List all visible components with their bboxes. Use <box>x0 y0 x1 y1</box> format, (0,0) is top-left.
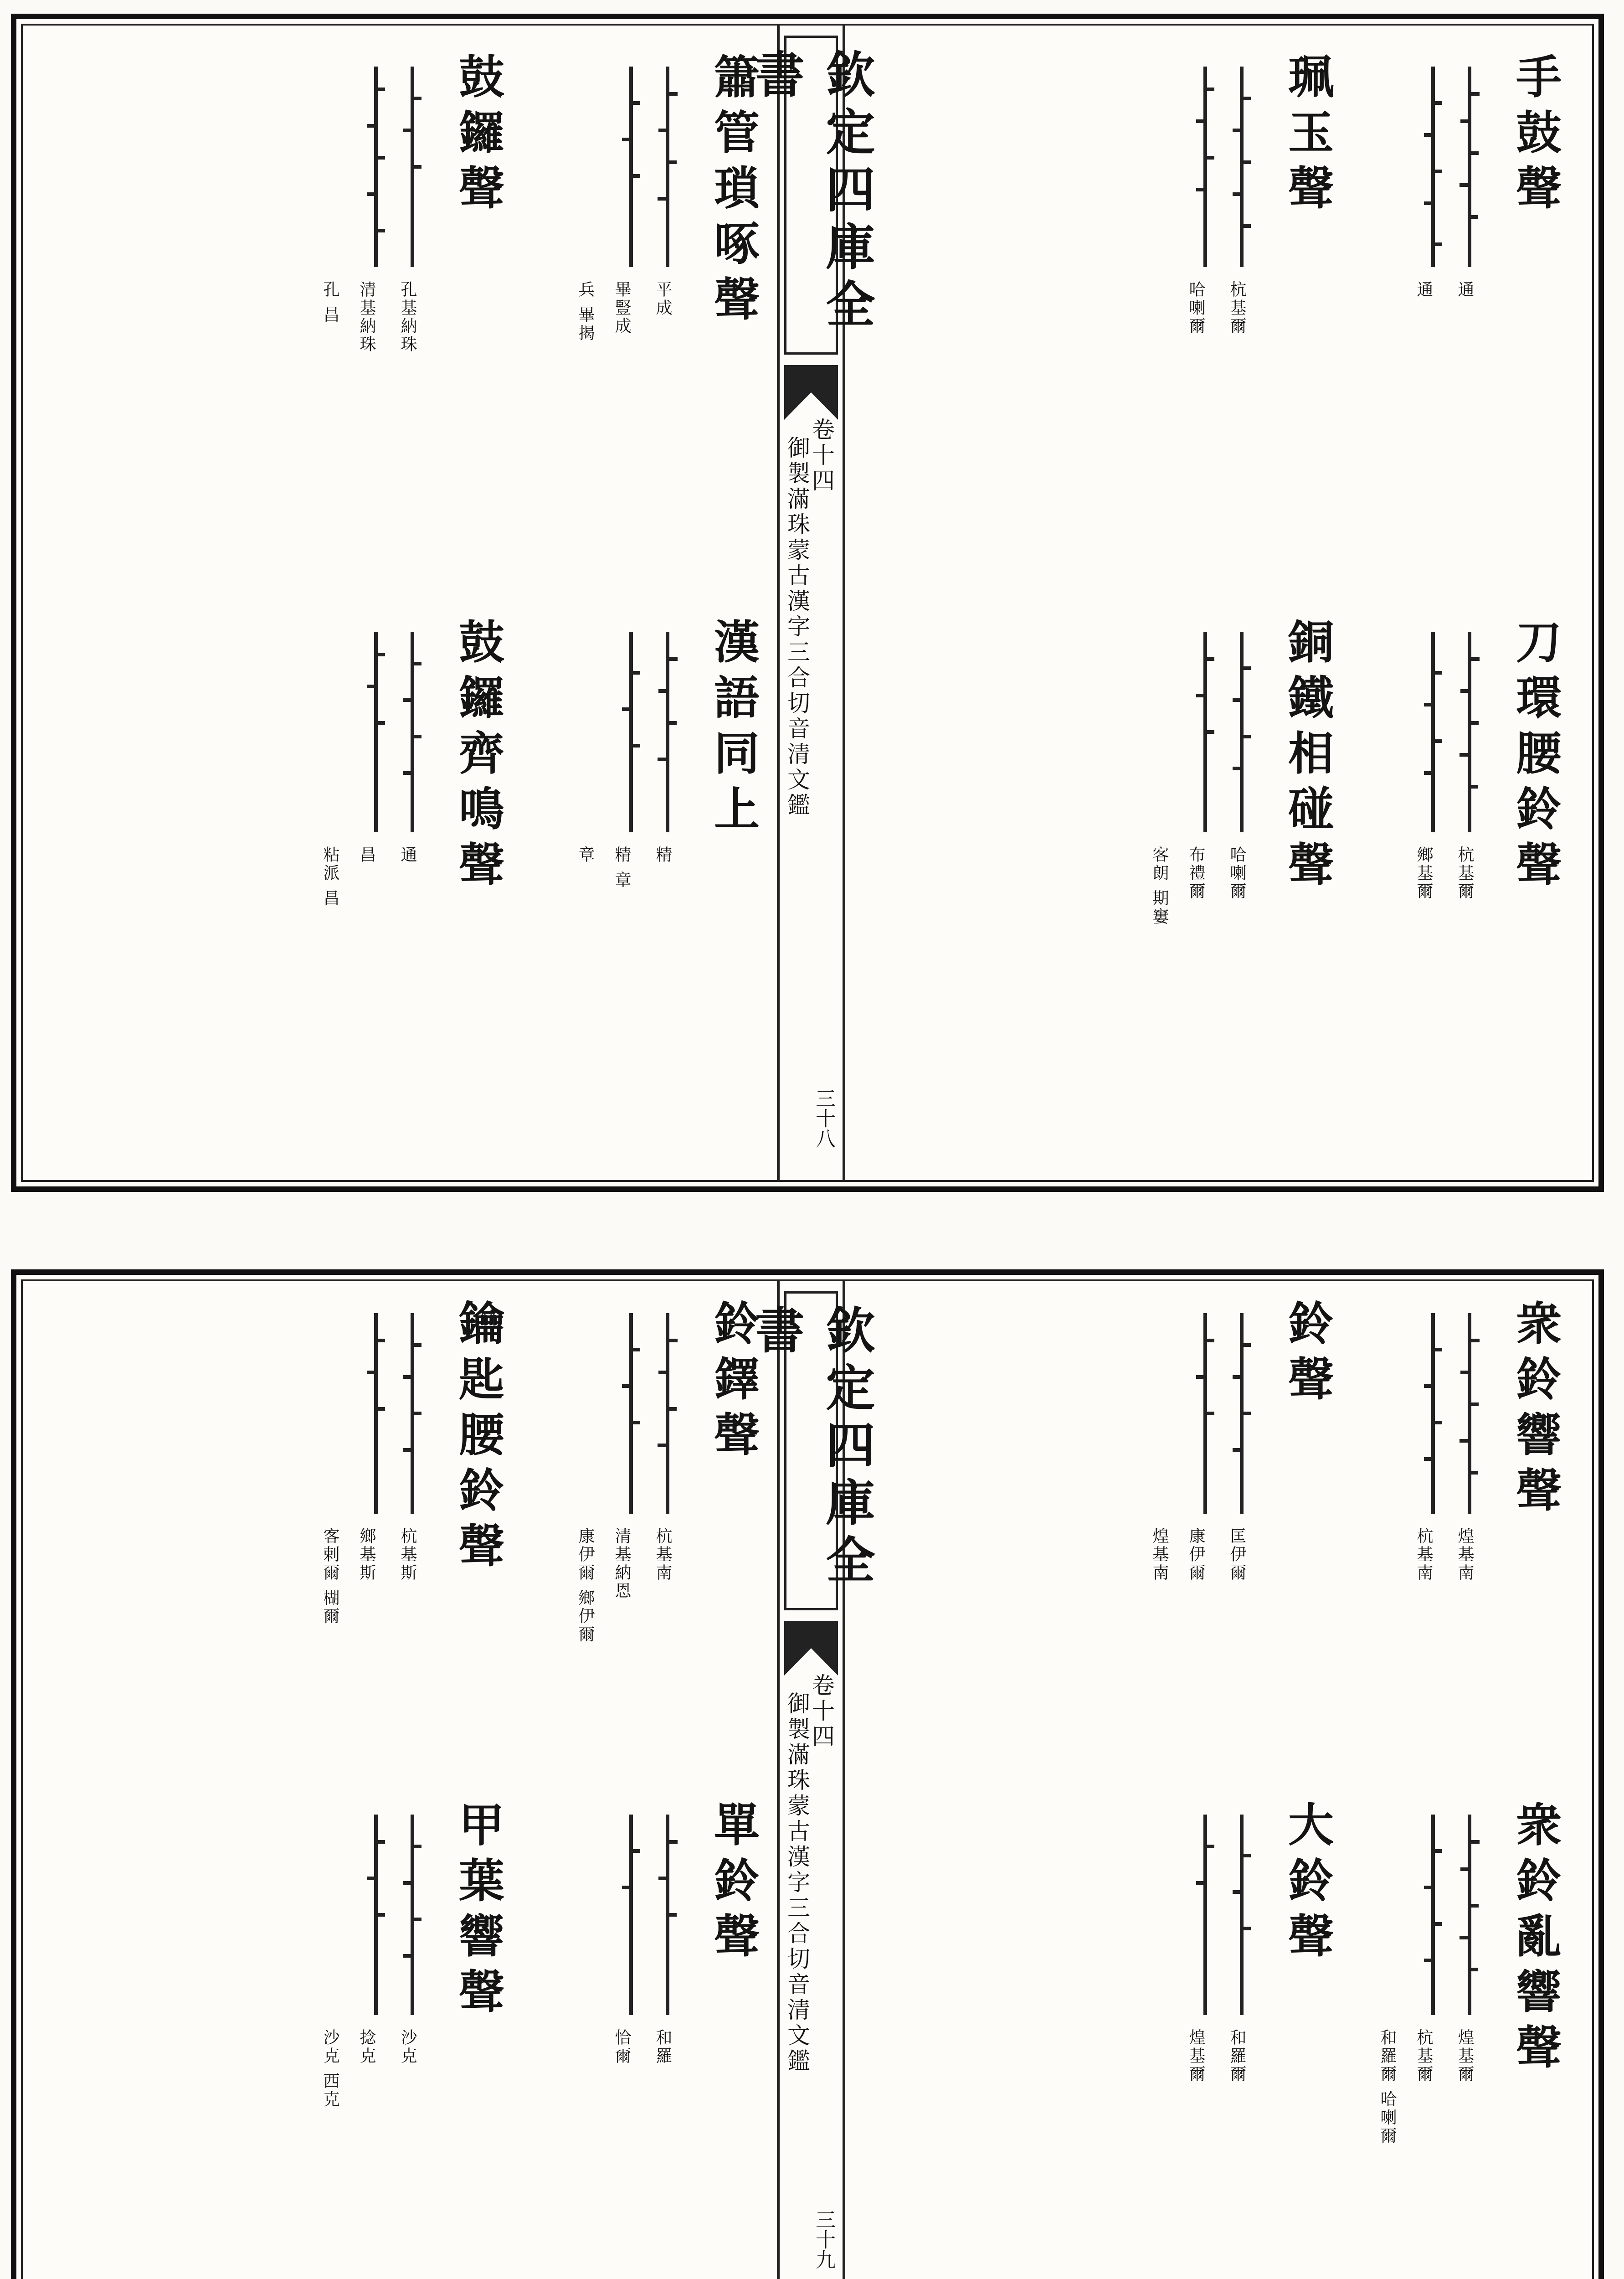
transliteration: 哈喇爾 <box>1187 281 1205 335</box>
transliteration: 客剌爾 楜爾 <box>321 1527 339 1626</box>
entry-heading: 單鈴聲 <box>706 1801 760 1968</box>
transliteration: 捻克 <box>357 2029 376 2065</box>
entry <box>1362 1299 1563 1783</box>
manchu-script <box>1189 67 1221 267</box>
entry-heading: 鼓鑼聲 <box>451 53 505 220</box>
volume-label: 卷十四 <box>808 418 835 494</box>
transliteration: 匡伊爾 <box>1228 1527 1246 1582</box>
entry <box>305 1299 506 1783</box>
manchu-script <box>615 632 647 832</box>
manchu-script <box>1226 632 1258 832</box>
entry-heading: 大鈴聲 <box>1280 1801 1334 1968</box>
transliteration: 沙克 西克 <box>321 2029 339 2109</box>
entry-heading: 衆鈴亂響聲 <box>1508 1801 1562 2079</box>
transliteration: 恰爾 <box>612 2029 631 2065</box>
spine-column <box>747 26 875 1180</box>
entry <box>1362 618 1563 1101</box>
entry <box>1135 1801 1335 2279</box>
entry-heading: 簫管瑣啄聲 <box>706 53 760 331</box>
volume-label: 卷十四 <box>808 1673 835 1750</box>
transliteration: 清基納珠 <box>357 281 376 354</box>
manchu-script <box>360 1313 392 1514</box>
manchu-script <box>360 1815 392 2015</box>
manchu-script <box>652 1815 684 2015</box>
transliteration: 和羅爾 <box>1228 2029 1246 2083</box>
entry <box>560 1299 761 1783</box>
transliteration: 精 章 <box>612 846 631 890</box>
transliteration: 康伊爾 <box>1187 1527 1205 1582</box>
transliteration: 杭基爾 <box>1228 281 1246 335</box>
entry-heading: 手鼓聲 <box>1508 53 1562 220</box>
transliteration: 杭基斯 <box>398 1527 417 1582</box>
entry-heading: 衆鈴響聲 <box>1508 1299 1562 1522</box>
spine-title: 欽定四庫全書 <box>784 1291 838 1610</box>
folio-number: 三十九 <box>812 2209 835 2269</box>
manchu-script <box>396 632 428 832</box>
manchu-script <box>396 1815 428 2015</box>
transliteration: 兵 畢揭 <box>576 281 595 343</box>
transliteration: 杭基爾 <box>1455 846 1474 901</box>
manchu-script <box>1454 632 1485 832</box>
spine-column <box>747 1281 875 2279</box>
transliteration: 通 <box>398 846 417 864</box>
transliteration: 通 <box>1414 281 1433 299</box>
page-frame <box>21 1279 1594 2279</box>
entry <box>305 618 506 1101</box>
entry <box>560 618 761 1101</box>
entry-heading: 甲葉響聲 <box>451 1801 505 2023</box>
transliteration: 孔 昌 <box>321 281 339 325</box>
transliteration: 沙克 <box>398 2029 417 2065</box>
manchu-script <box>396 1313 428 1514</box>
transliteration: 杭基南 <box>653 1527 672 1582</box>
entry <box>305 53 506 536</box>
manchu-script <box>615 67 647 267</box>
entry <box>560 1801 761 2279</box>
manchu-script <box>1454 1313 1485 1514</box>
bottom-page <box>11 1269 1604 2279</box>
manchu-script <box>1454 67 1485 267</box>
transliteration: 和羅爾 哈喇爾 <box>1378 2029 1397 2145</box>
transliteration: 昌 <box>357 846 376 864</box>
manchu-script <box>396 67 428 267</box>
entry-heading: 刀環腰鈴聲 <box>1508 618 1562 896</box>
manchu-script <box>1454 1815 1485 2015</box>
manchu-script <box>1417 67 1449 267</box>
transliteration: 平成 <box>653 281 672 317</box>
manchu-script <box>1417 1313 1449 1514</box>
transliteration: 煌基爾 <box>1455 2029 1474 2083</box>
transliteration: 精 <box>653 846 672 864</box>
transliteration: 康伊爾 鄉伊爾 <box>576 1527 595 1644</box>
transliteration: 清基納恩 <box>612 1527 631 1600</box>
transliteration: 鄉基斯 <box>357 1527 376 1582</box>
transliteration: 客朗 期窶 <box>1150 846 1169 926</box>
entry <box>1362 53 1563 536</box>
entry-heading: 鈴鐸聲 <box>706 1299 760 1466</box>
manchu-script <box>360 632 392 832</box>
folio-number: 三十八 <box>812 1088 835 1148</box>
entry-heading: 漢語同上 <box>706 618 760 840</box>
entry <box>1135 1299 1335 1783</box>
transliteration: 粘派 昌 <box>321 846 339 908</box>
fish-tail-ornament <box>784 365 838 420</box>
manchu-script <box>1189 632 1221 832</box>
entry <box>560 53 761 536</box>
entry <box>1362 1801 1563 2279</box>
transliteration: 和羅 <box>653 2029 672 2065</box>
transliteration: 煌基南 <box>1455 1527 1474 1582</box>
entry-heading: 珮玉聲 <box>1280 53 1334 220</box>
transliteration: 章 <box>576 846 595 864</box>
manchu-script <box>360 67 392 267</box>
entry-heading: 鈴聲 <box>1280 1299 1334 1411</box>
page-frame <box>21 24 1594 1182</box>
manchu-script <box>1226 1313 1258 1514</box>
manchu-script <box>615 1815 647 2015</box>
fish-tail-ornament <box>784 1621 838 1676</box>
manchu-script <box>1189 1815 1221 2015</box>
transliteration: 孔基納珠 <box>398 281 417 354</box>
manchu-script <box>1226 1815 1258 2015</box>
manchu-script <box>652 1313 684 1514</box>
entry <box>1135 53 1335 536</box>
entry-heading: 鑰匙腰鈴聲 <box>451 1299 505 1578</box>
top-page <box>11 14 1604 1192</box>
manchu-script <box>1226 67 1258 267</box>
manchu-script <box>1417 632 1449 832</box>
spine-subtitle: 御製滿珠蒙古漢字三合切音清文鑑 <box>784 1691 810 2074</box>
entry-heading: 鼓鑼齊鳴聲 <box>451 618 505 896</box>
spine-subtitle: 御製滿珠蒙古漢字三合切音清文鑑 <box>784 436 810 819</box>
manchu-script <box>1417 1815 1449 2015</box>
manchu-script <box>1189 1313 1221 1514</box>
transliteration: 煌基南 <box>1150 1527 1169 1582</box>
spine-title: 欽定四庫全書 <box>784 36 838 355</box>
transliteration: 通 <box>1455 281 1474 299</box>
manchu-script <box>652 67 684 267</box>
transliteration: 杭基南 <box>1414 1527 1433 1582</box>
entry-heading: 銅鐵相碰聲 <box>1280 618 1334 896</box>
transliteration: 畢豎成 <box>612 281 631 335</box>
entry <box>305 1801 506 2279</box>
transliteration: 布禮爾 <box>1187 846 1205 901</box>
transliteration: 杭基爾 <box>1414 2029 1433 2083</box>
manchu-script <box>652 632 684 832</box>
entry <box>1135 618 1335 1101</box>
manchu-script <box>615 1313 647 1514</box>
transliteration: 煌基爾 <box>1187 2029 1205 2083</box>
transliteration: 鄉基爾 <box>1414 846 1433 901</box>
transliteration: 哈喇爾 <box>1228 846 1246 901</box>
